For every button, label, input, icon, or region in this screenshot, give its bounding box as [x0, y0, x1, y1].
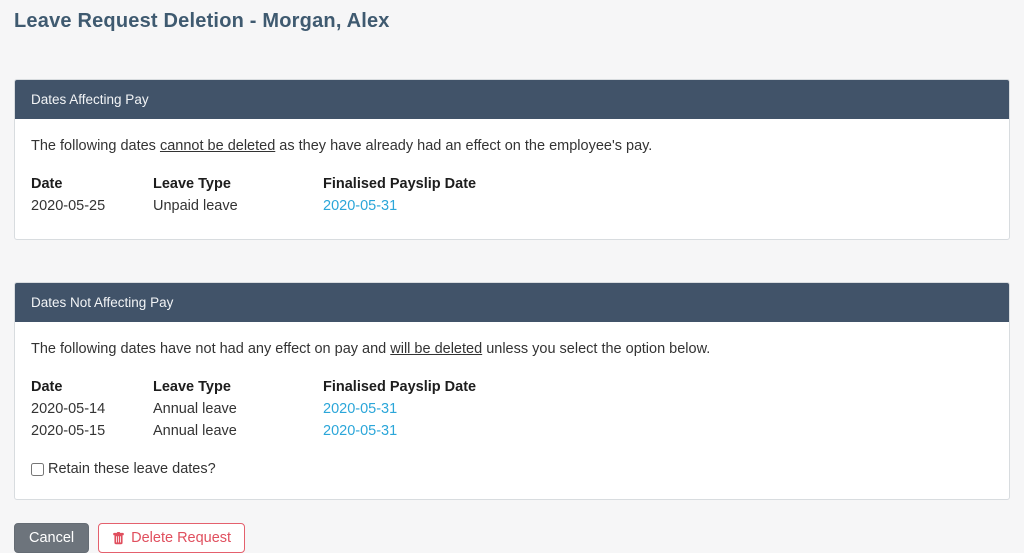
affecting-pay-table	[31, 173, 993, 217]
retain-dates-label: Retain these leave dates?	[48, 461, 216, 477]
table-header-row	[31, 173, 993, 195]
cell-leave-type: Annual leave	[153, 401, 237, 417]
payslip-date-link[interactable]: 2020-05-31	[323, 198, 398, 214]
payslip-date-link[interactable]: 2020-05-31	[323, 423, 398, 439]
cell-leave-type: Unpaid leave	[153, 198, 238, 214]
panel-header-dates-not-affecting-pay	[15, 283, 1009, 322]
not-affecting-pay-table	[31, 376, 993, 442]
column-header-leave-type: Leave Type	[153, 379, 231, 395]
cell-leave-type: Annual leave	[153, 423, 237, 439]
panel-intro	[31, 341, 993, 357]
retain-dates-checkbox[interactable]	[31, 463, 44, 476]
panel-intro	[31, 138, 993, 154]
panel-body	[15, 322, 1009, 499]
trash-icon	[112, 532, 125, 545]
intro-underlined-text: cannot be deleted	[159, 138, 276, 154]
panel-header-dates-affecting-pay	[15, 80, 1009, 119]
intro-text: The following dates have not had any effect on pay and	[31, 341, 391, 357]
cell-date: 2020-05-15	[31, 423, 106, 439]
column-header-date: Date	[31, 176, 63, 192]
panel-dates-affecting-pay	[14, 79, 1010, 240]
cell-finalised-payslip-date	[323, 420, 993, 442]
table-row	[31, 420, 993, 442]
table-row	[31, 195, 993, 217]
page-title: Leave Request Deletion - Morgan, Alex	[14, 10, 390, 32]
retain-dates-option[interactable]	[31, 461, 216, 477]
intro-underlined-text: will be deleted	[390, 341, 483, 357]
cell-date: 2020-05-25	[31, 198, 106, 214]
column-header-leave-type: Leave Type	[153, 176, 231, 192]
cell-date: 2020-05-14	[31, 401, 106, 417]
panel-title: Dates Not Affecting Pay	[31, 295, 174, 310]
cell-finalised-payslip-date	[323, 398, 993, 420]
column-header-date: Date	[31, 379, 63, 395]
action-bar	[14, 523, 1010, 553]
payslip-date-link[interactable]: 2020-05-31	[323, 401, 398, 417]
cancel-button[interactable]: Cancel	[14, 523, 89, 553]
column-header-finalised-payslip-date: Finalised Payslip Date	[323, 176, 477, 192]
intro-text: unless you select the option below.	[482, 341, 711, 357]
column-header-finalised-payslip-date: Finalised Payslip Date	[323, 379, 477, 395]
delete-request-button[interactable]	[98, 523, 245, 553]
cell-finalised-payslip-date	[323, 195, 993, 217]
intro-text: The following dates	[31, 138, 160, 154]
delete-request-label: Delete Request	[131, 530, 232, 546]
table-header-row	[31, 376, 993, 398]
intro-text: as they have already had an effect on the employee's pay.	[275, 138, 653, 154]
panel-dates-not-affecting-pay	[14, 282, 1010, 500]
panel-title: Dates Affecting Pay	[31, 92, 149, 107]
panel-body	[15, 119, 1009, 239]
table-row	[31, 398, 993, 420]
